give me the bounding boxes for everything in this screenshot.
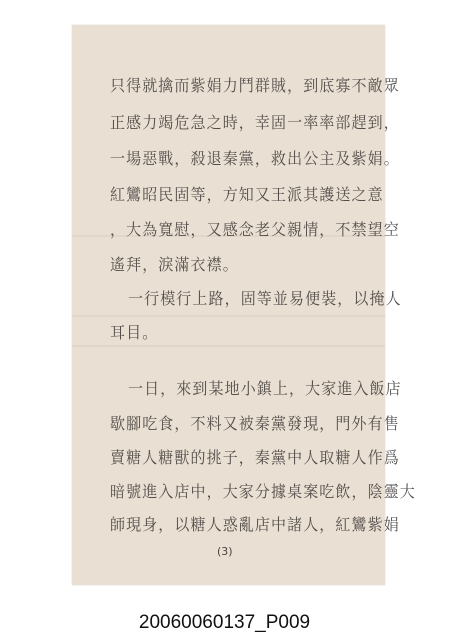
text-line: 正感力竭危急之時，幸固一率率部趕到， xyxy=(110,113,400,132)
text-line: 一場惡戰，殺退秦黨，救出公主及紫娟。 xyxy=(110,149,400,168)
page-number: (3) xyxy=(217,545,233,558)
text-line: 只得就擒而紫娟力鬥群賊，到底寡不敵眾 xyxy=(110,76,400,95)
text-line: 賣糖人糖獸的挑子，秦黨中人取糖人作爲 xyxy=(110,448,400,467)
bleed-through-mark xyxy=(72,345,385,347)
text-line: ，大為寬慰，又感念老父親情，不禁望空 xyxy=(110,220,400,239)
text-line: 歇腳吃食，不料又被秦黨發現，門外有售 xyxy=(110,414,400,433)
text-line: 一行模行上路，固等並易便裝，以掩人 xyxy=(128,289,402,308)
text-line: 紅鸞昭民固等，方知又王派其護送之意 xyxy=(110,185,384,204)
text-line: 耳目。 xyxy=(110,323,159,342)
text-line: 師現身，以糖人惑亂店中諸人，紅鸞紫娟 xyxy=(110,515,400,534)
text-line: 暗號進入店中，大家分據桌案吃飲，陰靈大 xyxy=(110,482,416,501)
text-line: 一日，來到某地小鎮上，大家進入飯店 xyxy=(128,379,402,398)
text-line: 遙拜，淚滿衣襟。 xyxy=(110,255,239,274)
archive-id-caption: 20060060137_P009 xyxy=(138,612,311,633)
bleed-through-mark xyxy=(72,315,385,317)
document-page xyxy=(72,25,416,585)
